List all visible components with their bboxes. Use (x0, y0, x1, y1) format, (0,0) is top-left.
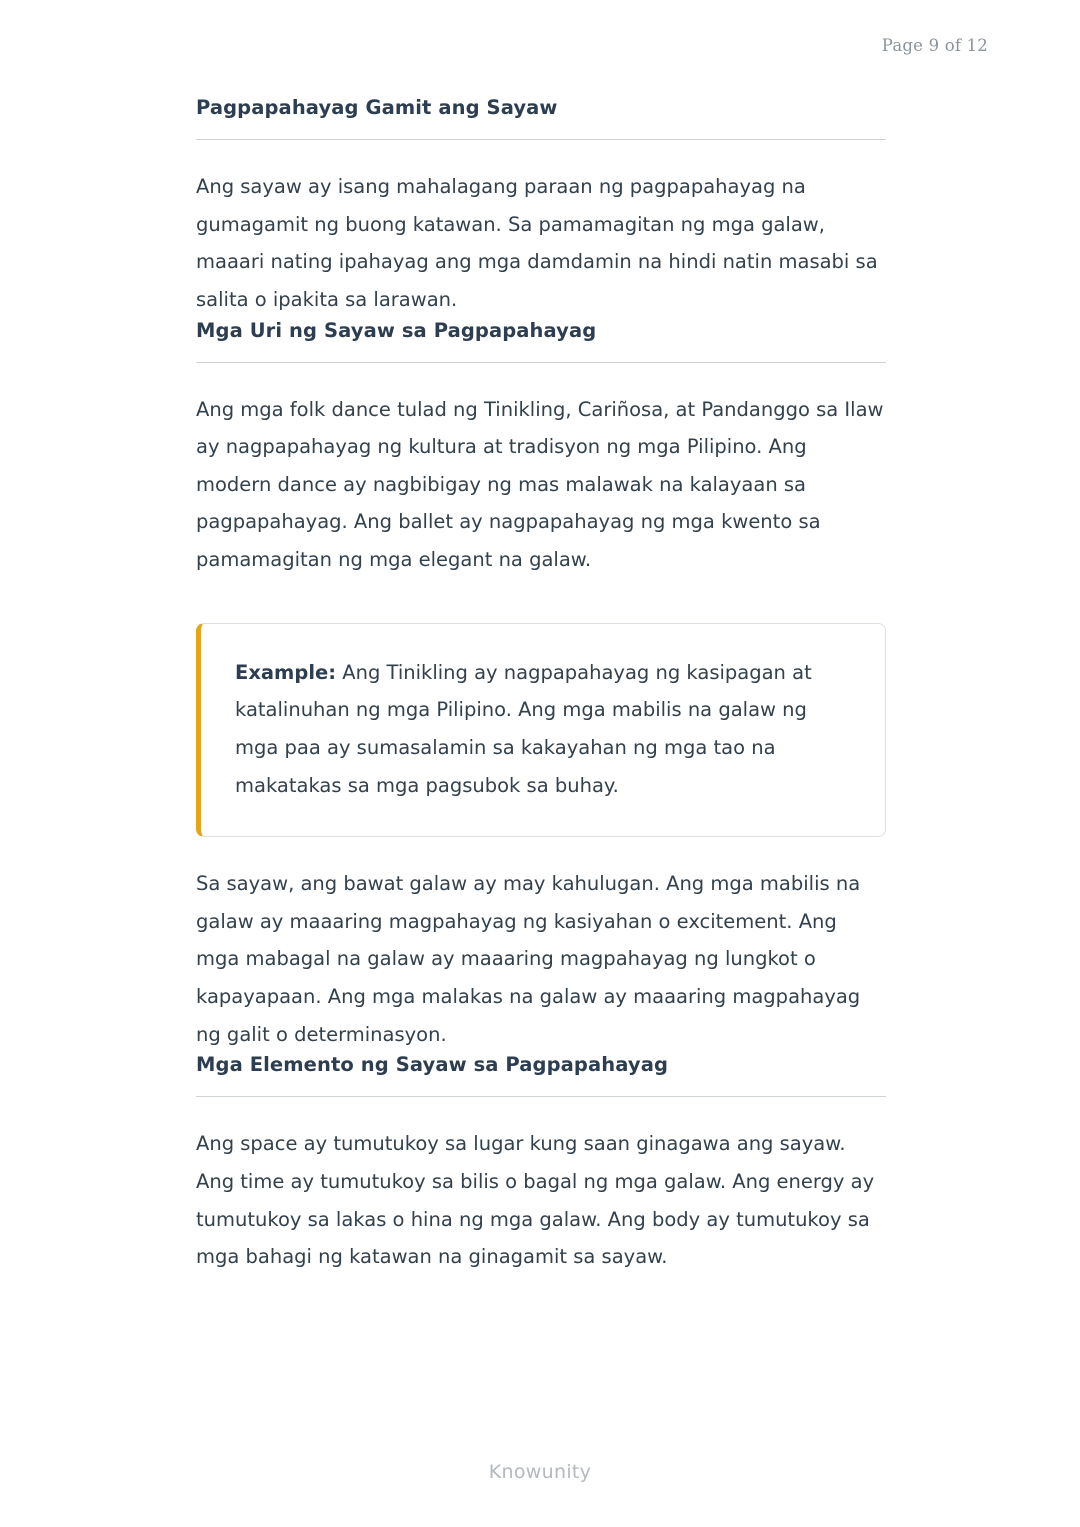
section-title-1: Pagpapahayag Gamit ang Sayaw (196, 96, 558, 119)
section-divider-2 (196, 362, 886, 363)
document-content (196, 96, 886, 1276)
section-divider-3 (196, 1096, 886, 1097)
section-paragraph-3: Sa sayaw, ang bawat galaw ay may kahulugan. Ang mga mabilis na galaw ay maaaring magpahayag ng kasiyahan o excitement. Ang mga mabagal na galaw ay maaaring magpahayag ng lungkot o kapayapaan. Ang mga malakas na galaw ay maaaring magpahayag ng galit o determinasyon. (196, 872, 861, 1046)
example-callout (196, 623, 886, 838)
section-paragraph-2: Ang mga folk dance tulad ng Tinikling, Cariñosa, at Pandanggo sa Ilaw ay nagpapahayag ng kultura at tradisyon ng mga Pilipino. Ang modern dance ay nagbibigay ng mas malawak na kalayaan sa pagpapahayag. Ang ballet ay nagpapahayag ng mga kwento sa pamamagitan ng mga elegant na galaw. (196, 397, 884, 571)
section-title-2: Mga Uri ng Sayaw sa Pagpapahayag (196, 318, 597, 342)
section-title-3: Mga Elemento ng Sayaw sa Pagpapahayag (196, 1053, 669, 1077)
example-callout-text (235, 654, 851, 805)
footer-brand-label: Knowunity (488, 1461, 592, 1483)
example-label: Example: (235, 660, 337, 684)
section-paragraph-1: Ang sayaw ay isang mahalagang paraan ng pagpapahayag na gumagamit ng buong katawan. Sa pamamagitan ng mga galaw, maaari nating ipahayag ang mga damdamin na hindi natin masabi sa salita o ipakita sa larawan. (196, 175, 878, 311)
page-number-label: Page 9 of 12 (881, 36, 988, 55)
section-divider-1 (196, 139, 886, 140)
section-paragraph-4: Ang space ay tumutukoy sa lugar kung saan ginagawa ang sayaw. Ang time ay tumutukoy sa bilis o bagal ng mga galaw. Ang energy ay tumutukoy sa lakas o hina ng mga galaw. Ang body ay tumutukoy sa mga bahagi ng katawan na ginagamit sa sayaw. (196, 1132, 875, 1269)
example-body: Ang Tinikling ay nagpapahayag ng kasipagan at katalinuhan ng mga Pilipino. Ang mga mabilis na galaw ng mga paa ay sumasalamin sa kakayahan ng mga tao na makatakas sa mga pagsubok sa buhay. (235, 660, 812, 797)
